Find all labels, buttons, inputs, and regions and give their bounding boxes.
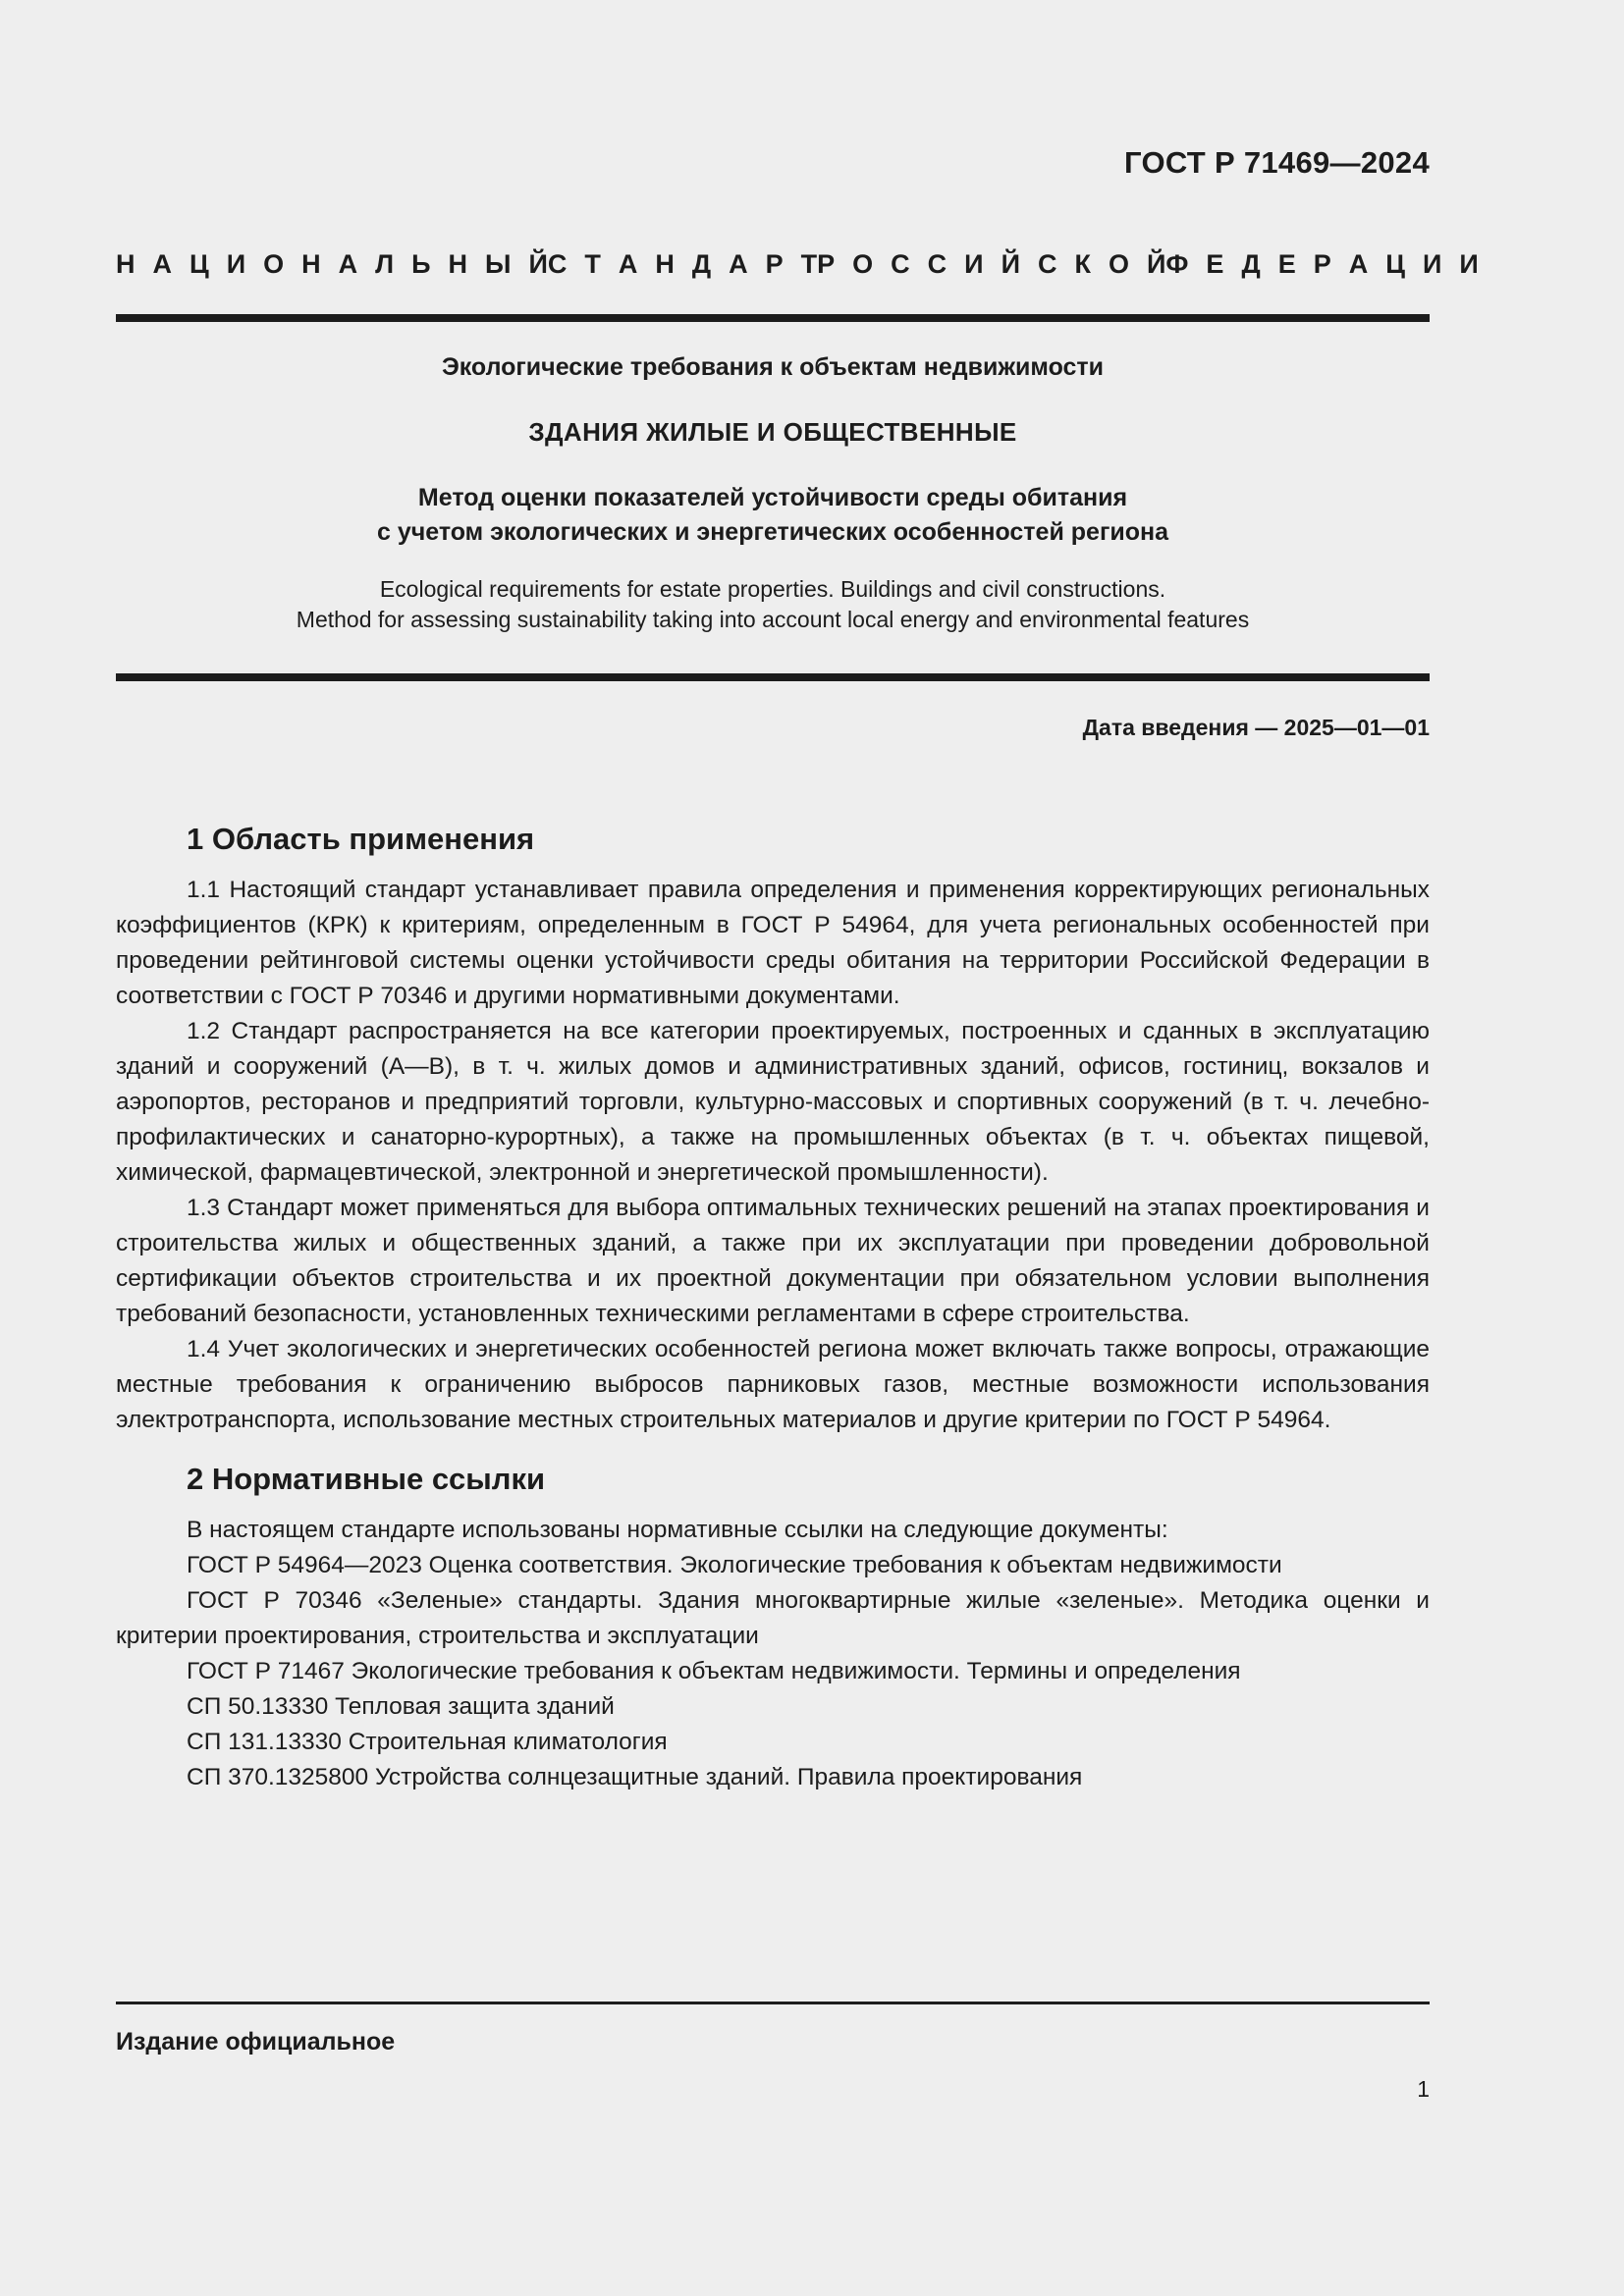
heading-word-4: Ф Е Д Е Р А Ц И И: [1165, 249, 1479, 279]
reference-item: СП 131.13330 Строительная климатология: [187, 1729, 668, 1755]
section-1-heading: 1 Область применения: [187, 822, 535, 856]
page-number: 1: [1417, 2076, 1430, 2102]
heading-word-2: С Т А Н Д А Р Т: [547, 249, 818, 279]
reference-item: СП 370.1325800 Устройства солнцезащитные зданий. Правила проектирования: [187, 1764, 1083, 1790]
paragraph-1-1: 1.1 Настоящий стандарт устанавливает правила определения и применения корректирующих региональных коэффициентов (КРК) к критериям, определенным в ГОСТ Р 54964, для учета региональных особенностей при проведении рейтинговой системы оценки устойчивости среды обитания на территории Российской Федерации в соответствии с ГОСТ Р 70346 и другими нормативными документами.: [116, 877, 1430, 1009]
national-standard-heading: [116, 249, 1479, 280]
sub-title-line-1: Метод оценки показателей устойчивости среды обитания: [417, 484, 1128, 511]
paragraph-1-2: 1.2 Стандарт распространяется на все категории проектируемых, построенных и сданных в эксплуатацию зданий и сооружений (А—В), в т. ч. жилых домов и административных зданий, офисов, гостиниц, вокзалов и аэропортов, ресторанов и предприятий торговли, культурно-массовых и спортивных сооружений (в т. ч. лечебно-профилактических и санаторно-курортных), а также на промышленных объектах (в т. ч. объектах пищевой, химической, фармацевтической, электронной и энергетической промышленности).: [116, 1018, 1430, 1186]
gost-number: ГОСТ Р 71469—2024: [1124, 145, 1430, 180]
heading-word-3: Р О С С И Й С К О Й: [817, 249, 1166, 279]
series-title: Экологические требования к объектам недвижимости: [441, 353, 1105, 381]
sub-title: [116, 481, 1430, 550]
paragraph-1-3: 1.3 Стандарт может применяться для выбора оптимальных технических решений на этапах проектирования и строительства жилых и общественных зданий, а также при их эксплуатации при проведении добровольной сертификации объектов строительства и их проектной документации при обязательном условии выполнения требований безопасности, установленных техническими регламентами в сфере строительства.: [116, 1195, 1430, 1327]
reference-item: СП 50.13330 Тепловая защита зданий: [187, 1693, 615, 1720]
reference-item: ГОСТ Р 54964—2023 Оценка соответствия. Экологические требования к объектам недвижимости: [187, 1552, 1282, 1578]
section-2-heading: 2 Нормативные ссылки: [187, 1462, 546, 1496]
references-intro: В настоящем стандарте использованы нормативные ссылки на следующие документы:: [187, 1517, 1168, 1543]
sub-title-line-2: с учетом экологических и энергетических особенностей региона: [376, 518, 1169, 546]
english-title-line-2: Method for assessing sustainability taking into account local energy and environmental features: [296, 607, 1250, 632]
title-bottom-rule: [116, 673, 1430, 681]
top-rule: [116, 314, 1430, 322]
reference-item: ГОСТ Р 70346 «Зеленые» стандарты. Здания многоквартирные жилые «зеленые». Методика оценки и критерии проектирования, строительства и эксплуатации: [116, 1587, 1430, 1649]
official-edition-label: Издание официальное: [116, 2028, 396, 2056]
paragraph-1-4: 1.4 Учет экологических и энергетических особенностей региона может включать также вопросы, отражающие местные требования к ограничению выбросов парниковых газов, местные возможности использования электротранспорта, использование местных строительных материалов и другие критерии по ГОСТ Р 54964.: [116, 1336, 1430, 1433]
document-body: [116, 820, 1430, 1795]
heading-word-1: Н А Ц И О Н А Л Ь Н Ы Й: [116, 249, 548, 279]
english-title-line-1: Ecological requirements for estate properties. Buildings and civil constructions.: [379, 576, 1166, 602]
introduction-date: Дата введения — 2025—01—01: [1082, 715, 1430, 740]
footer-rule: [116, 2002, 1430, 2004]
reference-item: ГОСТ Р 71467 Экологические требования к объектам недвижимости. Термины и определения: [187, 1658, 1241, 1684]
main-title: ЗДАНИЯ ЖИЛЫЕ И ОБЩЕСТВЕННЫЕ: [528, 417, 1017, 447]
english-title: [116, 574, 1430, 635]
